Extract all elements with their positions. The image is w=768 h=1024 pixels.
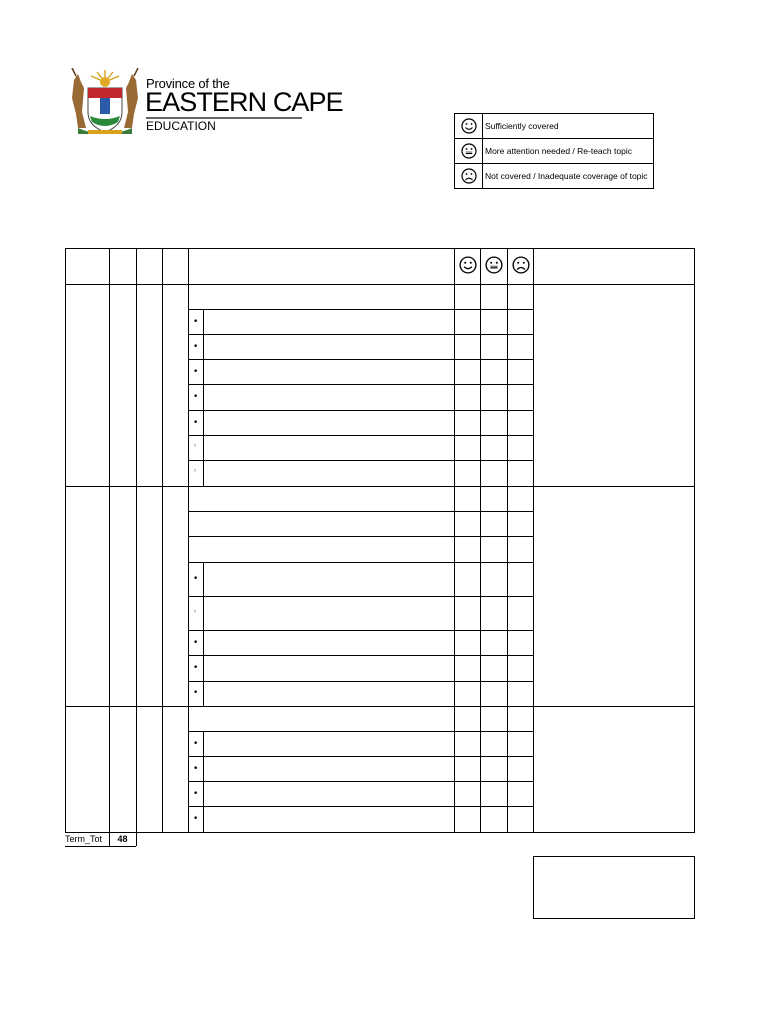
hollow-bullet-icon: ◦ bbox=[193, 467, 198, 475]
bullet-icon: • bbox=[193, 688, 199, 698]
hollow-bullet-icon: ◦ bbox=[193, 608, 198, 616]
legend-text: Not covered / Inadequate coverage of topic bbox=[485, 171, 648, 181]
bullet-icon: • bbox=[193, 574, 199, 584]
logo-line-province: Province of the bbox=[146, 76, 230, 91]
bullet-icon: • bbox=[193, 663, 199, 673]
hollow-bullet-icon: ◦ bbox=[193, 442, 198, 450]
bullet-icon: • bbox=[193, 418, 199, 428]
logo-line-eastern-cape: EASTERN CAPE bbox=[145, 87, 343, 117]
logo-line-education: EDUCATION bbox=[146, 119, 216, 133]
bullet-icon: • bbox=[193, 739, 199, 749]
signature-box[interactable] bbox=[533, 856, 695, 919]
bullet-icon: • bbox=[193, 342, 199, 352]
bullet-icon: • bbox=[193, 638, 199, 648]
legend-text: More attention needed / Re-teach topic bbox=[485, 146, 632, 156]
bullet-icon: • bbox=[193, 789, 199, 799]
bullet-icon: • bbox=[193, 814, 199, 824]
term-total-label: Term_Tot bbox=[65, 834, 103, 844]
bullet-icon: • bbox=[193, 392, 199, 402]
legend-text: Sufficiently covered bbox=[485, 121, 559, 131]
bullet-icon: • bbox=[193, 367, 199, 377]
bullet-icon: • bbox=[193, 317, 199, 327]
term-total-value: 48 bbox=[117, 834, 128, 844]
bullet-icon: • bbox=[193, 764, 199, 774]
